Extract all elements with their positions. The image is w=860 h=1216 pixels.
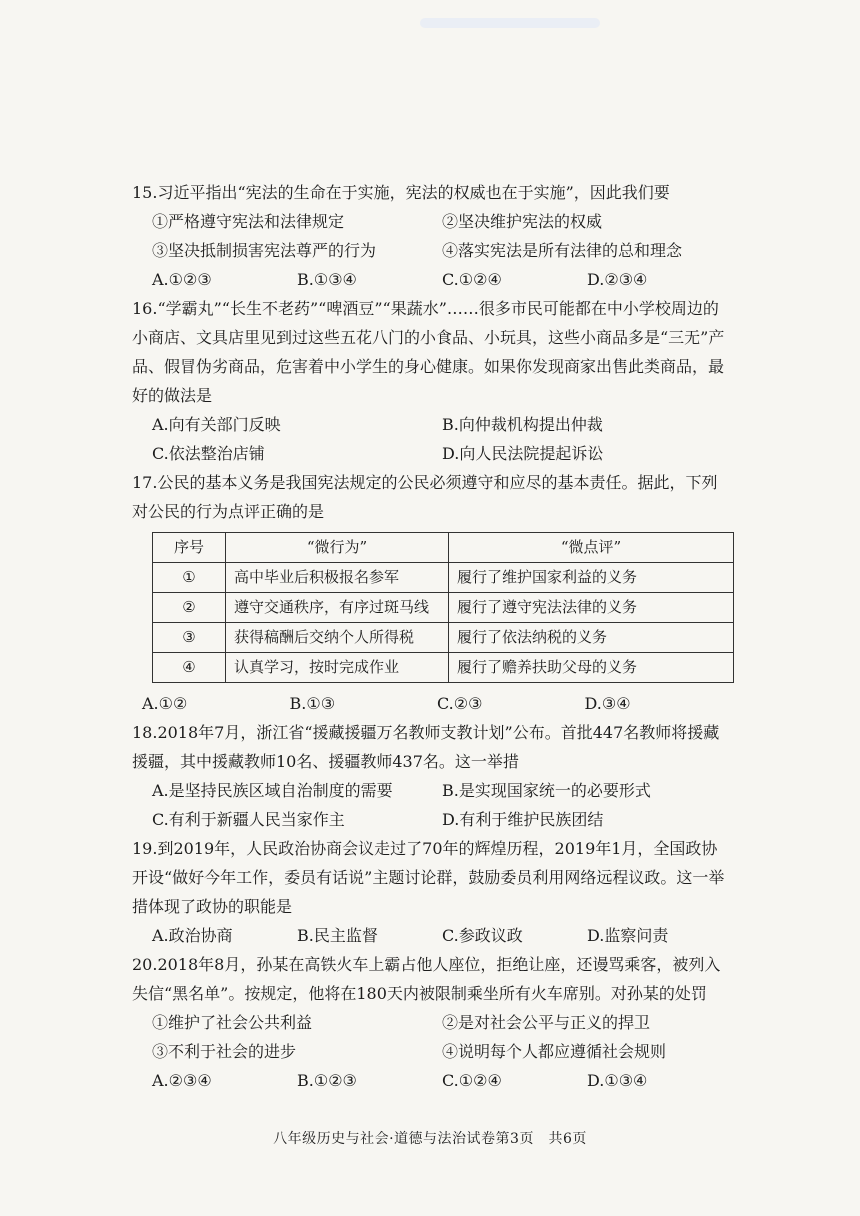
question-20-choices [132,1066,732,1095]
table-cell-seq: ① [153,563,226,593]
table-cell-behavior: 高中毕业后积极报名参军 [226,563,449,593]
question-15-options-row1 [132,207,732,236]
choice-b[interactable]: B.①③④ [297,270,357,289]
choice-d[interactable]: D.③④ [584,694,631,713]
question-15-choices [132,265,732,294]
table-cell-seq: ② [153,593,226,623]
question-15-options-row2 [132,236,732,265]
table-row [153,563,734,593]
question-15-option-2: ②坚决维护宪法的权威 [442,212,603,231]
choice-c[interactable]: C.有利于新疆人民当家作主 [152,810,345,829]
question-17-choices [132,689,732,718]
question-18 [132,718,732,834]
choice-b[interactable]: B.①②③ [297,1071,357,1090]
behavior-table [152,532,734,683]
question-16-choices-row2 [132,439,732,468]
question-20 [132,950,732,1095]
question-20-options-row2 [132,1037,732,1066]
question-18-choices-row1 [132,776,732,805]
question-18-stem: 18.2018年7月，浙江省“援藏援疆万名教师支教计划”公布。首批447名教师将援藏援疆，其中援藏教师10名、援疆教师437名。这一举措 [132,723,720,771]
question-19 [132,834,732,950]
question-20-stem: 20.2018年8月，孙某在高铁火车上霸占他人座位，拒绝让座，还谩骂乘客，被列入失信“黑名单”。按规定，他将在180天内被限制乘坐所有火车席别。对孙某的处罚 [132,955,721,1003]
choice-b[interactable]: B.民主监督 [297,926,378,945]
choice-a[interactable]: A.①② [142,694,188,713]
table-header-row [153,533,734,563]
table-cell-comment: 履行了赡养扶助父母的义务 [449,653,734,683]
choice-a[interactable]: A.①②③ [152,270,212,289]
choice-c[interactable]: C.参政议政 [442,926,523,945]
choice-b[interactable]: B.向仲裁机构提出仲裁 [442,415,603,434]
question-19-stem: 19.到2019年，人民政治协商会议走过了70年的辉煌历程，2019年1月，全国政协开设“做好今年工作，委员有话说”主题讨论群，鼓励委员利用网络远程议政。这一举措体现了政协的职能是 [132,839,725,916]
choice-a[interactable]: A.政治协商 [152,926,233,945]
choice-c[interactable]: C.①②④ [442,270,502,289]
question-20-option-1: ①维护了社会公共利益 [152,1013,313,1032]
question-16-choices-row1 [132,410,732,439]
table-cell-behavior: 遵守交通秩序，有序过斑马线 [226,593,449,623]
question-16-stem: 16.“学霸丸”“长生不老药”“啤酒豆”“果蔬水”……很多市民可能都在中小学校周边的小商店、文具店里见到过这些五花八门的小食品、小玩具，这些小商品多是“三无”产品、假冒伪劣商品，危害着中小学生的身心健康。如果你发现商家出售此类商品，最好的做法是 [132,299,725,405]
choice-a[interactable]: A.是坚持民族区域自治制度的需要 [152,781,393,800]
question-16 [132,294,732,468]
question-15-option-3: ③坚决抵制损害宪法尊严的行为 [152,241,377,260]
choice-d[interactable]: D.向人民法院提起诉讼 [442,444,604,463]
choice-b[interactable]: B.是实现国家统一的必要形式 [442,781,651,800]
question-19-choices [132,921,732,950]
question-15-option-4: ④落实宪法是所有法律的总和理念 [442,241,683,260]
question-20-option-4: ④说明每个人都应遵循社会规则 [442,1042,667,1061]
scan-artifact [420,18,600,28]
question-15-stem: 15.习近平指出“宪法的生命在于实施，宪法的权威也在于实施”，因此我们要 [132,183,670,202]
table-row [153,623,734,653]
choice-c[interactable]: C.②③ [437,694,483,713]
table-cell-behavior: 获得稿酬后交纳个人所得税 [226,623,449,653]
question-17-stem: 17.公民的基本义务是我国宪法规定的公民必须遵守和应尽的基本责任。据此，下列对公民的行为点评正确的是 [132,473,718,521]
question-15 [132,178,732,294]
choice-d[interactable]: D.有利于维护民族团结 [442,810,604,829]
question-18-choices-row2 [132,805,732,834]
table-row [153,653,734,683]
table-cell-comment: 履行了维护国家利益的义务 [449,563,734,593]
table-row [153,593,734,623]
choice-a[interactable]: A.向有关部门反映 [152,415,281,434]
choice-d[interactable]: D.①③④ [587,1071,648,1090]
question-20-options-row1 [132,1008,732,1037]
table-cell-seq: ④ [153,653,226,683]
choice-a[interactable]: A.②③④ [152,1071,212,1090]
choice-c[interactable]: C.①②④ [442,1071,502,1090]
choice-d[interactable]: D.②③④ [587,270,648,289]
question-20-option-3: ③不利于社会的进步 [152,1042,297,1061]
choice-b[interactable]: B.①③ [289,694,336,713]
table-header-seq: 序号 [153,533,226,563]
choice-c[interactable]: C.依法整治店铺 [152,444,265,463]
page-footer: 八年级历史与社会·道德与法治试卷第3页 共6页 [273,1131,587,1147]
question-area [132,178,732,1095]
table-header-comment: “微点评” [449,533,734,563]
choice-d[interactable]: D.监察问责 [587,926,669,945]
table-cell-comment: 履行了依法纳税的义务 [449,623,734,653]
table-cell-seq: ③ [153,623,226,653]
table-cell-behavior: 认真学习，按时完成作业 [226,653,449,683]
question-20-option-2: ②是对社会公平与正义的捍卫 [442,1013,651,1032]
table-header-behavior: “微行为” [226,533,449,563]
table-cell-comment: 履行了遵守宪法法律的义务 [449,593,734,623]
question-17 [132,468,732,718]
question-15-option-1: ①严格遵守宪法和法律规定 [152,212,345,231]
